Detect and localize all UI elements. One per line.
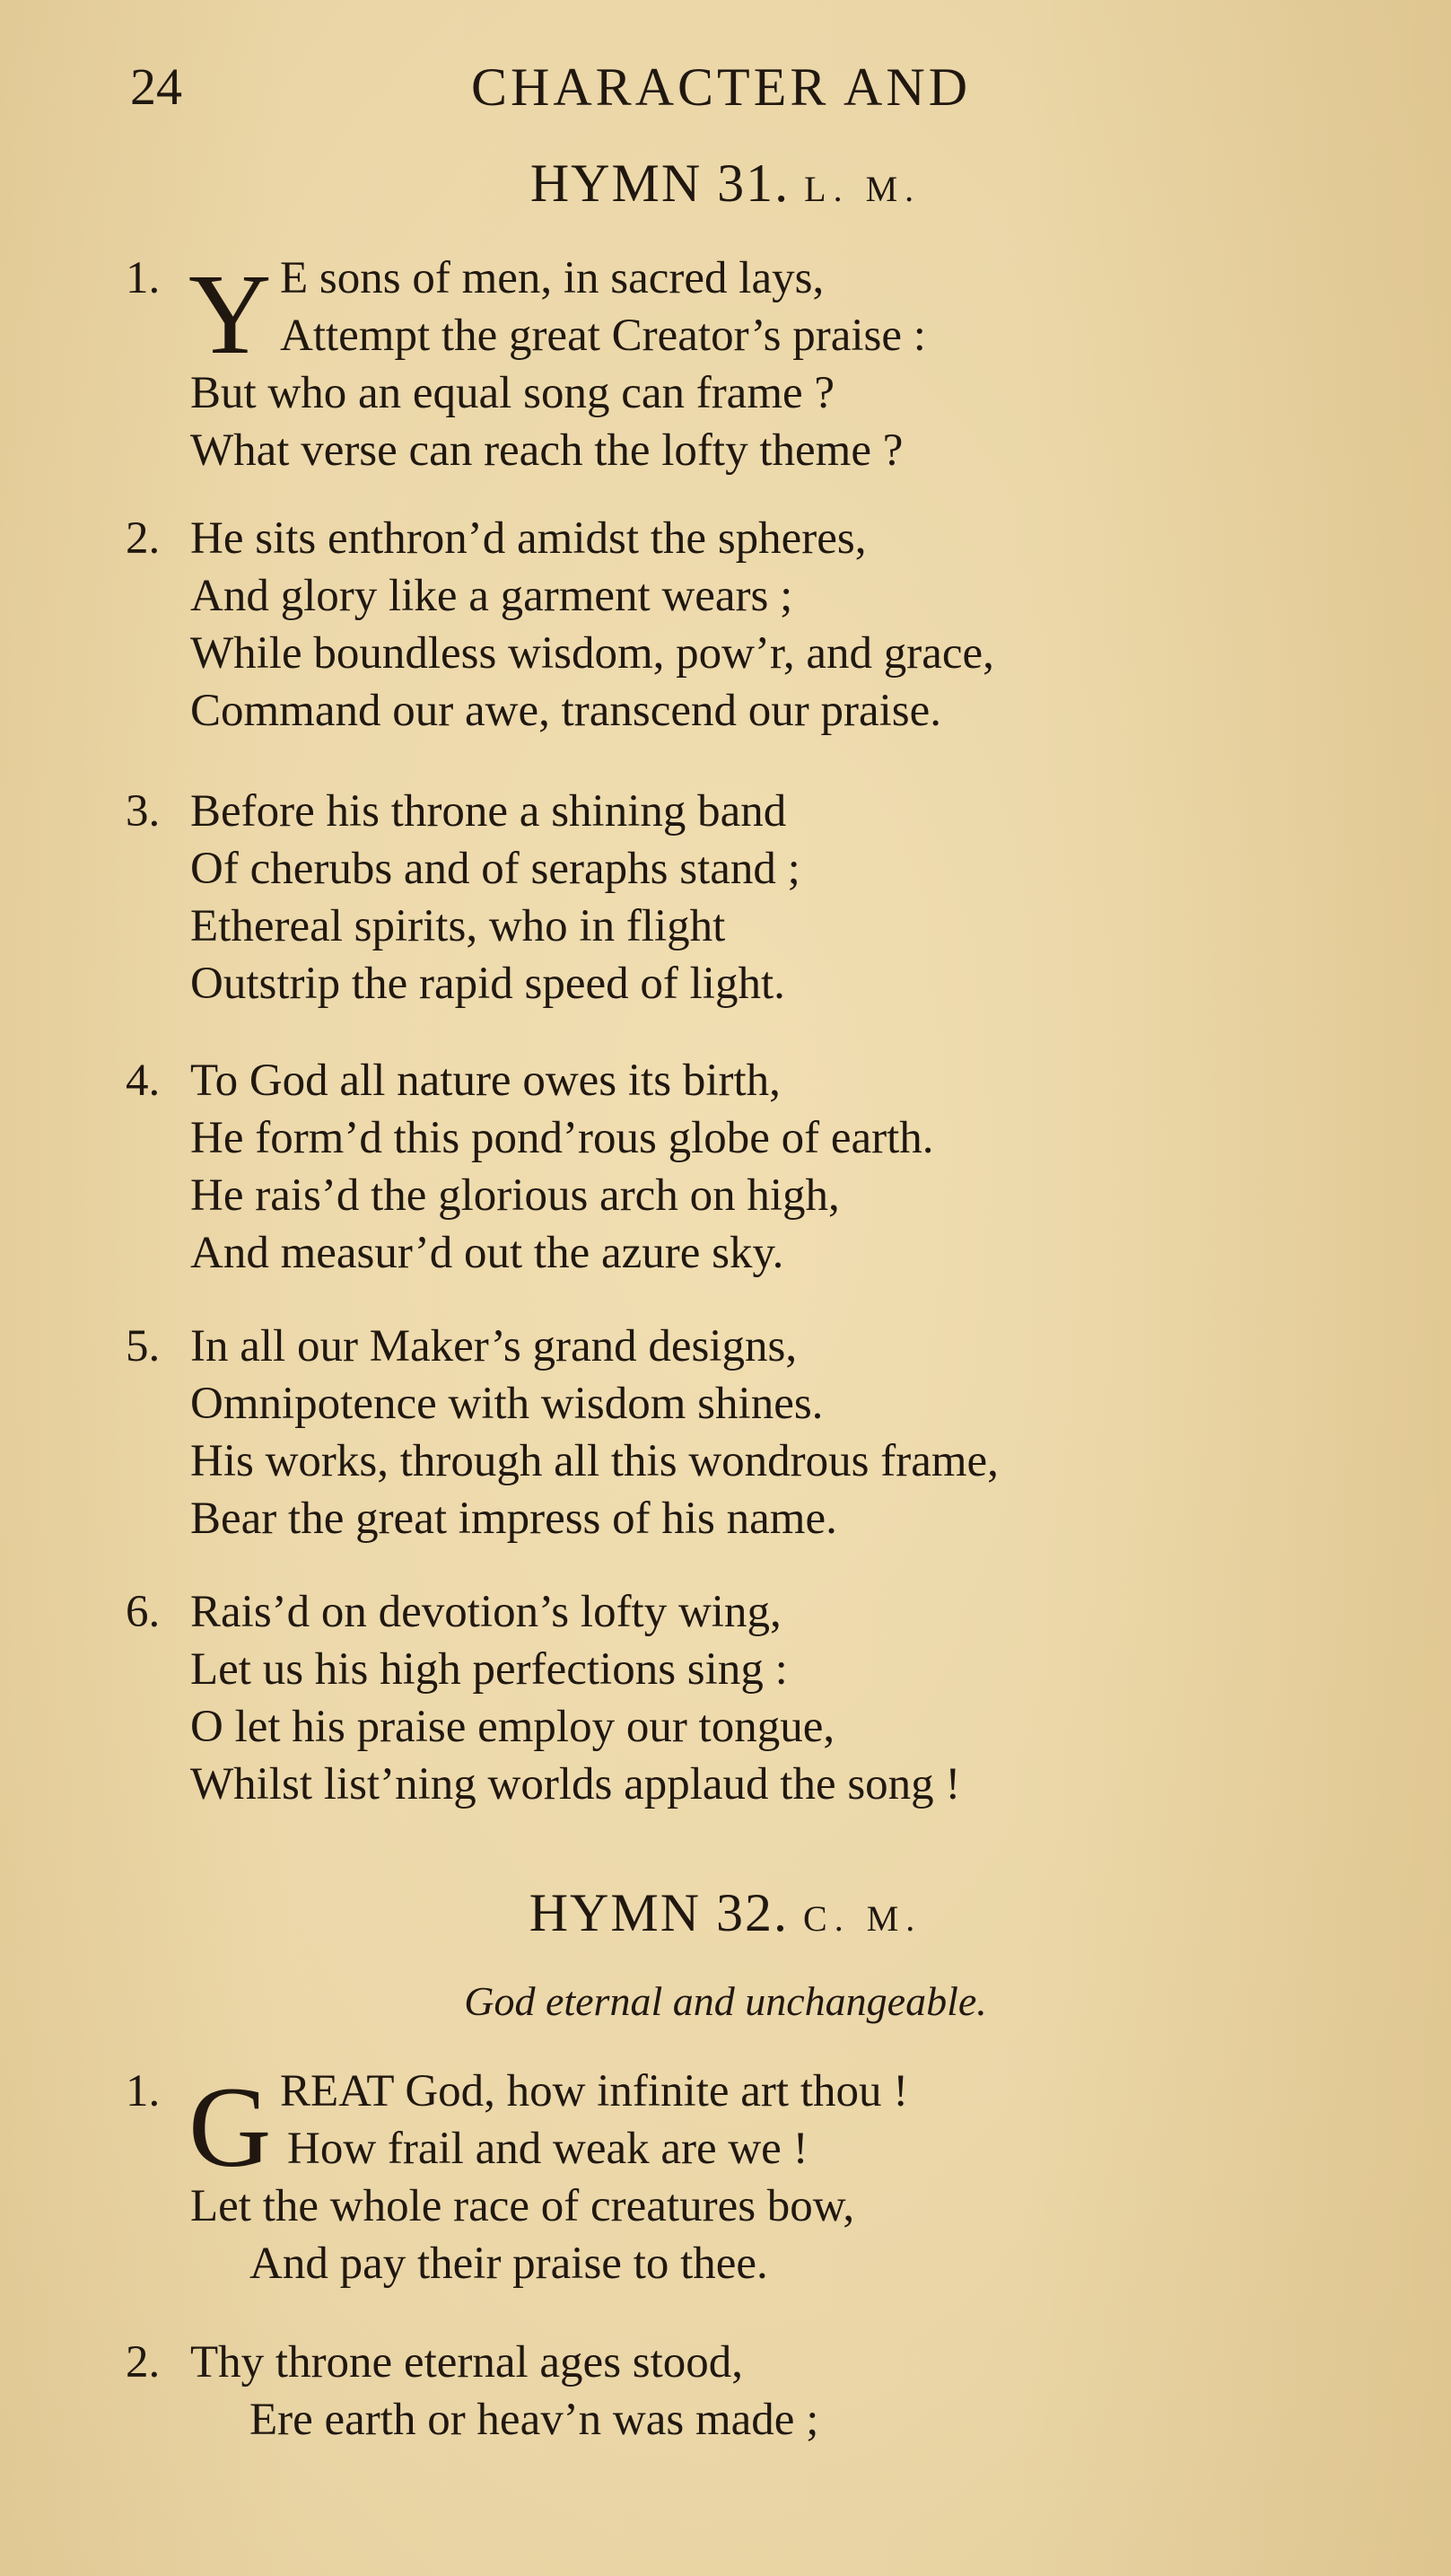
page-number: 24: [130, 57, 182, 116]
verse-line: His works, through all this wondrous frame,: [190, 1436, 999, 1486]
hymn-31-stanza-1: [126, 250, 1337, 479]
verse-line: Let us his high perfections sing :: [190, 1644, 788, 1695]
verse-line: Of cherubs and of seraphs stand ;: [190, 844, 800, 894]
hymn-32-stanza-2: [126, 2334, 1337, 2449]
verse-line: And measur’d out the azure sky.: [190, 1228, 784, 1278]
verse-line: In all our Maker’s grand designs,: [190, 1321, 798, 1371]
hymn-31-heading: [0, 153, 1451, 215]
verse-line: He form’d this pond’rous globe of earth.: [190, 1113, 934, 1163]
hymn-31-stanza-5: [126, 1318, 1337, 1547]
verse-line: Ethereal spirits, who in flight: [190, 901, 726, 951]
drop-cap: G: [188, 2063, 272, 2191]
drop-cap: Y: [188, 250, 272, 378]
stanza-number: 1.: [126, 253, 161, 303]
running-head: [130, 56, 1135, 118]
stanza-number: 6.: [126, 1587, 161, 1637]
hymn-31-stanza-4: [126, 1052, 1337, 1282]
verse-line: What verse can reach the lofty theme ?: [190, 425, 904, 476]
hymn-31-stanza-3: [126, 783, 1337, 1012]
verse-line: Attempt the great Creator’s praise :: [280, 311, 926, 361]
verse-line: Command our awe, transcend our praise.: [190, 686, 941, 736]
verse-line: Bear the great impress of his name.: [190, 1494, 837, 1544]
stanza-number: 1.: [126, 2066, 161, 2116]
verse-line: While boundless wisdom, pow’r, and grace,: [190, 628, 994, 679]
stanza-number: 2.: [126, 513, 161, 564]
verse-line: REAT God, how infinite art thou !: [280, 2066, 909, 2116]
hymn-32-meter: C. M.: [803, 1898, 922, 1939]
hymn-32-stanza-1: [126, 2063, 1337, 2292]
running-title: CHARACTER AND: [471, 57, 972, 117]
stanza-number: 5.: [126, 1321, 161, 1371]
hymn-31-stanza-2: [126, 510, 1337, 740]
verse-line: Rais’d on devotion’s lofty wing,: [190, 1587, 782, 1637]
verse-line: Before his throne a shining band: [190, 786, 787, 837]
hymn-32-heading: [0, 1882, 1451, 1944]
verse-line: To God all nature owes its birth,: [190, 1056, 781, 1106]
verse-line: And glory like a garment wears ;: [190, 571, 793, 621]
verse-line: Whilst list’ning worlds applaud the song !: [190, 1759, 961, 1809]
hymn-32-subtitle: God eternal and unchangeable.: [464, 1978, 987, 2024]
verse-line: Let the whole race of creatures bow,: [190, 2181, 855, 2231]
verse-line: Omnipotence with wisdom shines.: [190, 1379, 824, 1429]
verse-line: He rais’d the glorious arch on high,: [190, 1170, 840, 1221]
verse-line: E sons of men, in sacred lays,: [280, 253, 825, 303]
verse-line: He sits enthron’d amidst the spheres,: [190, 513, 867, 564]
hymn-31-stanza-6: [126, 1583, 1337, 1813]
verse-line: How frail and weak are we !: [287, 2124, 809, 2174]
verse-line: And pay their praise to thee.: [249, 2239, 768, 2289]
verse-line: Outstrip the rapid speed of light.: [190, 959, 785, 1009]
hymn-31-meter: L. M.: [804, 169, 922, 209]
hymn-32-title: HYMN 32.: [529, 1883, 790, 1942]
hymn-31-title: HYMN 31.: [529, 153, 791, 213]
verse-line: O let his praise employ our tongue,: [190, 1702, 835, 1752]
verse-line: Ere earth or heav’n was made ;: [249, 2395, 819, 2445]
stanza-number: 4.: [126, 1056, 161, 1106]
stanza-number: 2.: [126, 2337, 161, 2388]
stanza-number: 3.: [126, 786, 161, 837]
verse-line: Thy throne eternal ages stood,: [190, 2337, 744, 2388]
verse-line: But who an equal song can frame ?: [190, 368, 835, 418]
